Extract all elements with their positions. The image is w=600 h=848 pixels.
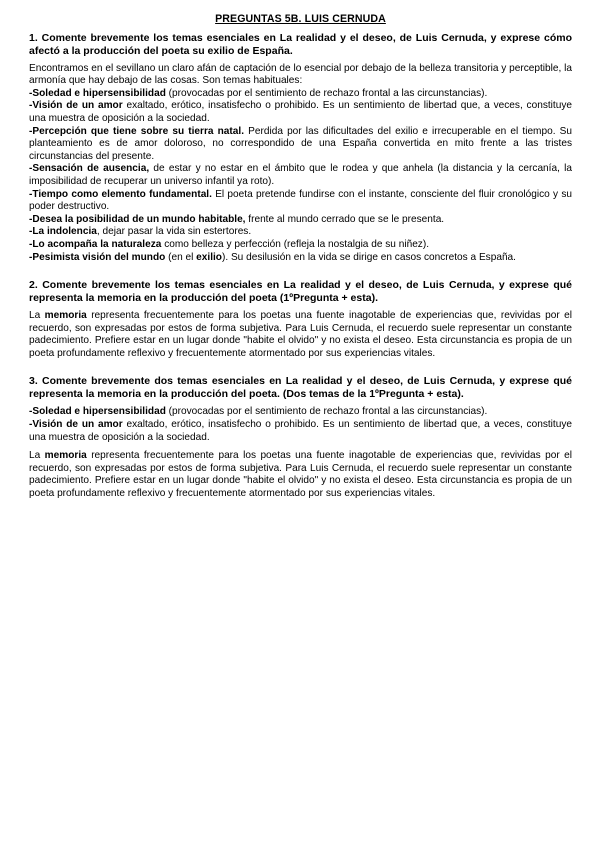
question-3-answer: La memoria representa frecuentemente para los poetas una fuente inagotable de experiencias que, revividas por el recuerdo, son expresadas por estos de forma subjetiva. Para Luis Cernuda, el recuerdo suele representar un constante padecimiento. Prefiere estar en un lugar donde "habite el olvido" y no exista el deseo. Esta circunstancia es propia de un poeta profundamente reflexivo y frecuentemente atormentado por sus experiencias vitales. (29, 450, 572, 500)
q3-item-soledad: -Soledad e hipersensibilidad (provocadas por el sentimiento de rechazo frontal a las circunstancias). (29, 406, 488, 418)
q1-item-tierra-natal: -Percepción que tiene sobre su tierra natal. Perdida por las dificultades del exilio e irrecuperable en el tiempo. Su planteamiento es de amor doloroso, no correspondido de una España convertida en mito frente a las tristes circunstancias del presente. (29, 125, 572, 162)
q1-item-ausencia: -Sensación de ausencia, de estar y no estar en el ámbito que le rodea y que anhela (la distancia y la cercanía, la imposibilidad de recuperar un universo infantil ya roto). (29, 163, 572, 187)
question-2: 2. Comente brevemente los temas esenciales en La realidad y el deseo, de Luis Cernuda, y exprese qué representa la memoria en la producción del poeta (1ºPregunta + esta). (29, 279, 572, 305)
q1-item-tiempo: -Tiempo como elemento fundamental. El poeta pretende fundirse con el instante, consciente del fluir cronológico y su poder destructivo. (29, 188, 572, 213)
question-1-intro: Encontramos en el sevillano un claro afán de captación de lo esencial por debajo de la belleza transitoria y perceptible, la armonía que hay debajo de las cosas. Son temas habituales: (29, 62, 572, 87)
q3-item-amor: -Visión de un amor exaltado, erótico, insatisfecho o prohibido. Es un sentimiento de libertad que, a veces, constituye una muestra de oposición a la sociedad. (29, 419, 572, 443)
question-2-answer: La memoria representa frecuentemente para los poetas una fuente inagotable de experiencias que, revividas por el recuerdo, son expresadas por estos de forma subjetiva. Para Luis Cernuda, el recuerdo suele representar un constante padecimiento. Prefiere estar en un lugar donde "habite el olvido" y no exista el deseo. Esta circunstancia es propia de un poeta profundamente reflexivo y frecuentemente atormentado por sus experiencias vitales. (29, 310, 572, 359)
q1-item-soledad: -Soledad e hipersensibilidad (provocadas por el sentimiento de rechazo frontal a las circunstancias). (29, 87, 488, 99)
q1-item-naturaleza: -Lo acompaña la naturaleza como belleza y perfección (refleja la nostalgia de su niñez). (29, 238, 430, 250)
question-1: 1. Comente brevemente los temas esenciales en La realidad y el deseo, de Luis Cernuda, y exprese cómo afectó a la producción del poeta su exilio de España. (29, 31, 572, 57)
question-3-section (29, 375, 572, 500)
q1-item-pesimista: -Pesimista visión del mundo (en el exilio). Su desilusión en la vida se dirige en casos concretos a España. (29, 251, 516, 263)
document-title: PREGUNTAS 5B. LUIS CERNUDA (215, 13, 386, 25)
question-2-section (29, 279, 572, 360)
question-1-section (29, 32, 572, 265)
q1-item-mundo-habitable: -Desea la posibilidad de un mundo habitable, frente al mundo cerrado que se le presenta. (29, 213, 445, 225)
q1-item-amor: -Visión de un amor exaltado, erótico, insatisfecho o prohibido. Es un sentimiento de libertad que, a veces, constituye una muestra de oposición a la sociedad. (29, 100, 572, 124)
q1-item-indolencia: -La indolencia, dejar pasar la vida sin estertores. (29, 226, 252, 238)
question-3: 3. Comente brevemente dos temas esenciales en La realidad y el deseo, de Luis Cernuda, y exprese qué representa la memoria en la producción del poeta. (Dos temas de la 1ºPregunta + esta). (29, 375, 572, 401)
